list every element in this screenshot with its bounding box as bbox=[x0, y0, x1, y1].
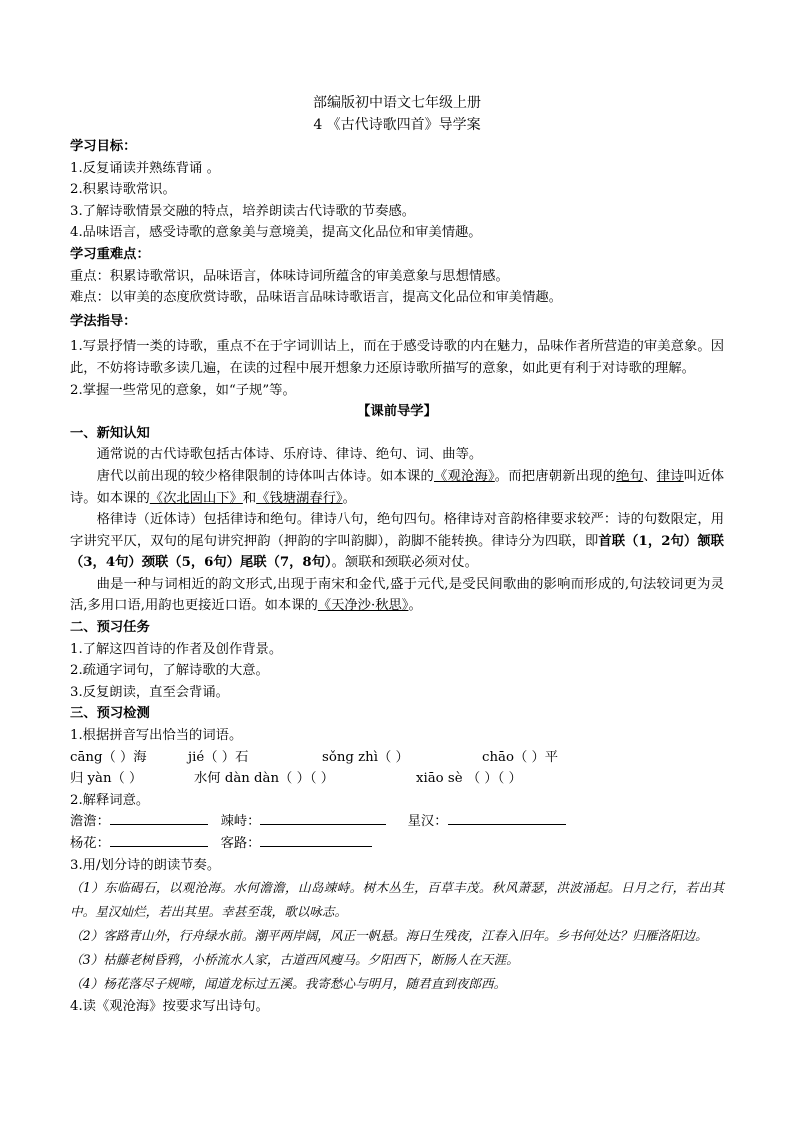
section1-heading: 一、新知认知 bbox=[70, 425, 150, 441]
method-item: 1.写景抒情一类的诗歌，重点不在于字词训诂上，而在于感受诗歌的内在魅力，品味作者所营造的审美意象。因此，不妨将诗歌多读几遍，在读的过程中展开想象力还原诗歌所描写的意象，如此更有利于对诗歌的理解。 bbox=[70, 339, 724, 376]
document-page bbox=[70, 92, 724, 1018]
term-label: 杨花： bbox=[70, 836, 110, 851]
poem-link: 《天净沙·秋思》 bbox=[317, 598, 409, 614]
pinyin-item[interactable]: sǒng zhì（ ） bbox=[322, 749, 409, 765]
section1-paragraph: 格律诗（近体诗）包括律诗和绝句。律诗八句，绝句四句。格律诗对音韵格律要求较严：诗的句数限定，用字讲究平仄，双句的尾句讲究押韵（押韵的字叫韵脚），韵脚不能转换。律诗分为四联，即首联（1，2句）颔联（3，4句）颈联（5，6句）尾联（7，8句）。颔联和颈联必须对仗。 bbox=[70, 512, 724, 571]
terms-row bbox=[70, 833, 724, 855]
poem-text: （3）枯藤老树昏鸦，小桥流水人家，古道西风瘦马。夕阳西下，断肠人在天涯。 bbox=[70, 952, 519, 968]
answer-blank[interactable] bbox=[448, 811, 566, 825]
term-label: 竦峙： bbox=[220, 814, 261, 830]
preclass-heading: 【课前导学】 bbox=[357, 404, 437, 420]
goal-item: 4.品味语言，感受诗歌的意象美与意境美，提高文化品位和审美情趣。 bbox=[70, 225, 482, 241]
document-title: 部编版初中语文七年级上册 bbox=[313, 95, 481, 111]
pinyin-row bbox=[70, 768, 724, 790]
task-item: 3.反复朗读，直至会背诵。 bbox=[70, 684, 229, 700]
poem-text: （1）东临碣石，以观沧海。水何澹澹，山岛竦峙。树木丛生，百草丰茂。秋风萧瑟，洪波涌起。日月之行，若出其中。星汉灿烂，若出其里。幸甚至哉，歌以咏志。 bbox=[70, 880, 724, 920]
poem-text: （2）客路青山外，行舟绿水前。潮平两岸阔，风正一帆悬。海日生残夜，江春入旧年。乡书何处达？归雁洛阳边。 bbox=[70, 928, 708, 944]
term-label: 星汉： bbox=[407, 814, 448, 830]
poem-link: 《观沧海》 bbox=[433, 468, 495, 484]
section1-paragraph: 通常说的古代诗歌包括古体诗、乐府诗、律诗、绝句、词、曲等。 bbox=[96, 447, 483, 463]
section1-paragraph: 唐代以前出现的较少格律限制的诗体叫古体诗。如本课的《观沧海》。而把唐朝新出现的绝句、律诗叫近体诗。如本课的《次北固山下》和《钱塘湖春行》。 bbox=[70, 468, 725, 506]
goal-item: 2.积累诗歌常识。 bbox=[70, 182, 176, 198]
pinyin-item[interactable]: chāo（ ）平 bbox=[482, 749, 559, 765]
pinyin-item[interactable]: xiāo sè （ ）（ ） bbox=[416, 771, 522, 787]
goal-item: 1.反复诵读并熟练背诵 。 bbox=[70, 160, 220, 176]
pinyin-item[interactable]: 归 yàn（ ） bbox=[70, 771, 143, 787]
answer-blank[interactable] bbox=[260, 811, 386, 825]
answer-blank[interactable] bbox=[110, 833, 208, 847]
term-label: 客路： bbox=[220, 836, 261, 851]
key-point-item: 难点：以审美的态度欣赏诗歌，品味语言品味诗歌语言，提高文化品位和审美情趣。 bbox=[70, 290, 562, 306]
pinyin-item[interactable]: cāng（ ）海 bbox=[70, 749, 147, 765]
pinyin-item[interactable]: jié（ ）石 bbox=[188, 749, 249, 765]
question-4: 4.读《观沧海》按要求写出诗句。 bbox=[70, 999, 269, 1015]
method-heading: 学法指导： bbox=[70, 313, 137, 329]
question-1: 1.根据拼音写出恰当的词语。 bbox=[70, 728, 243, 744]
poem-text: （4）杨花落尽子规啼，闻道龙标过五溪。我寄愁心与明月，随君直到夜郎西。 bbox=[70, 976, 507, 992]
answer-blank[interactable] bbox=[110, 811, 208, 825]
key-point-item: 重点：积累诗歌常识，品味语言，体味诗词所蕴含的审美意象与思想情感。 bbox=[70, 268, 509, 284]
section3-heading: 三、预习检测 bbox=[70, 706, 150, 722]
answer-blank[interactable] bbox=[260, 833, 372, 847]
goal-item: 3.了解诗歌情景交融的特点，培养朗读古代诗歌的节奏感。 bbox=[70, 203, 416, 219]
question-2: 2.解释词意。 bbox=[70, 792, 150, 808]
term-label: 澹澹： bbox=[70, 814, 110, 830]
poem-link: 《次北固山下》 bbox=[149, 490, 243, 506]
terms-row bbox=[70, 811, 724, 833]
pinyin-row bbox=[70, 747, 724, 769]
poem-link: 《钱塘湖春行》 bbox=[256, 490, 343, 506]
goals-heading: 学习目标： bbox=[70, 139, 137, 154]
task-item: 2.疏通字词句，了解诗歌的大意。 bbox=[70, 663, 269, 679]
section2-heading: 二、预习任务 bbox=[70, 620, 150, 636]
section1-paragraph: 曲是一种与词相近的韵文形式,出现于南宋和金代,盛于元代,是受民间歌曲的影响而形成的,句法较词更为灵活,多用口语,用韵也更接近口语。如本课的《天净沙·秋思》。 bbox=[70, 576, 724, 614]
method-item: 2.掌握一些常见的意象，如“子规”等。 bbox=[70, 382, 296, 398]
key-points-heading: 学习重难点： bbox=[70, 246, 150, 262]
question-3: 3.用/划分诗的朗读节奏。 bbox=[70, 857, 221, 873]
pinyin-item[interactable]: 水何 dàn dàn（ ）（ ） bbox=[194, 771, 335, 787]
task-item: 1.了解这四首诗的作者及创作背景。 bbox=[70, 641, 283, 657]
document-subtitle: 4 《古代诗歌四首》导学案 bbox=[313, 117, 481, 133]
